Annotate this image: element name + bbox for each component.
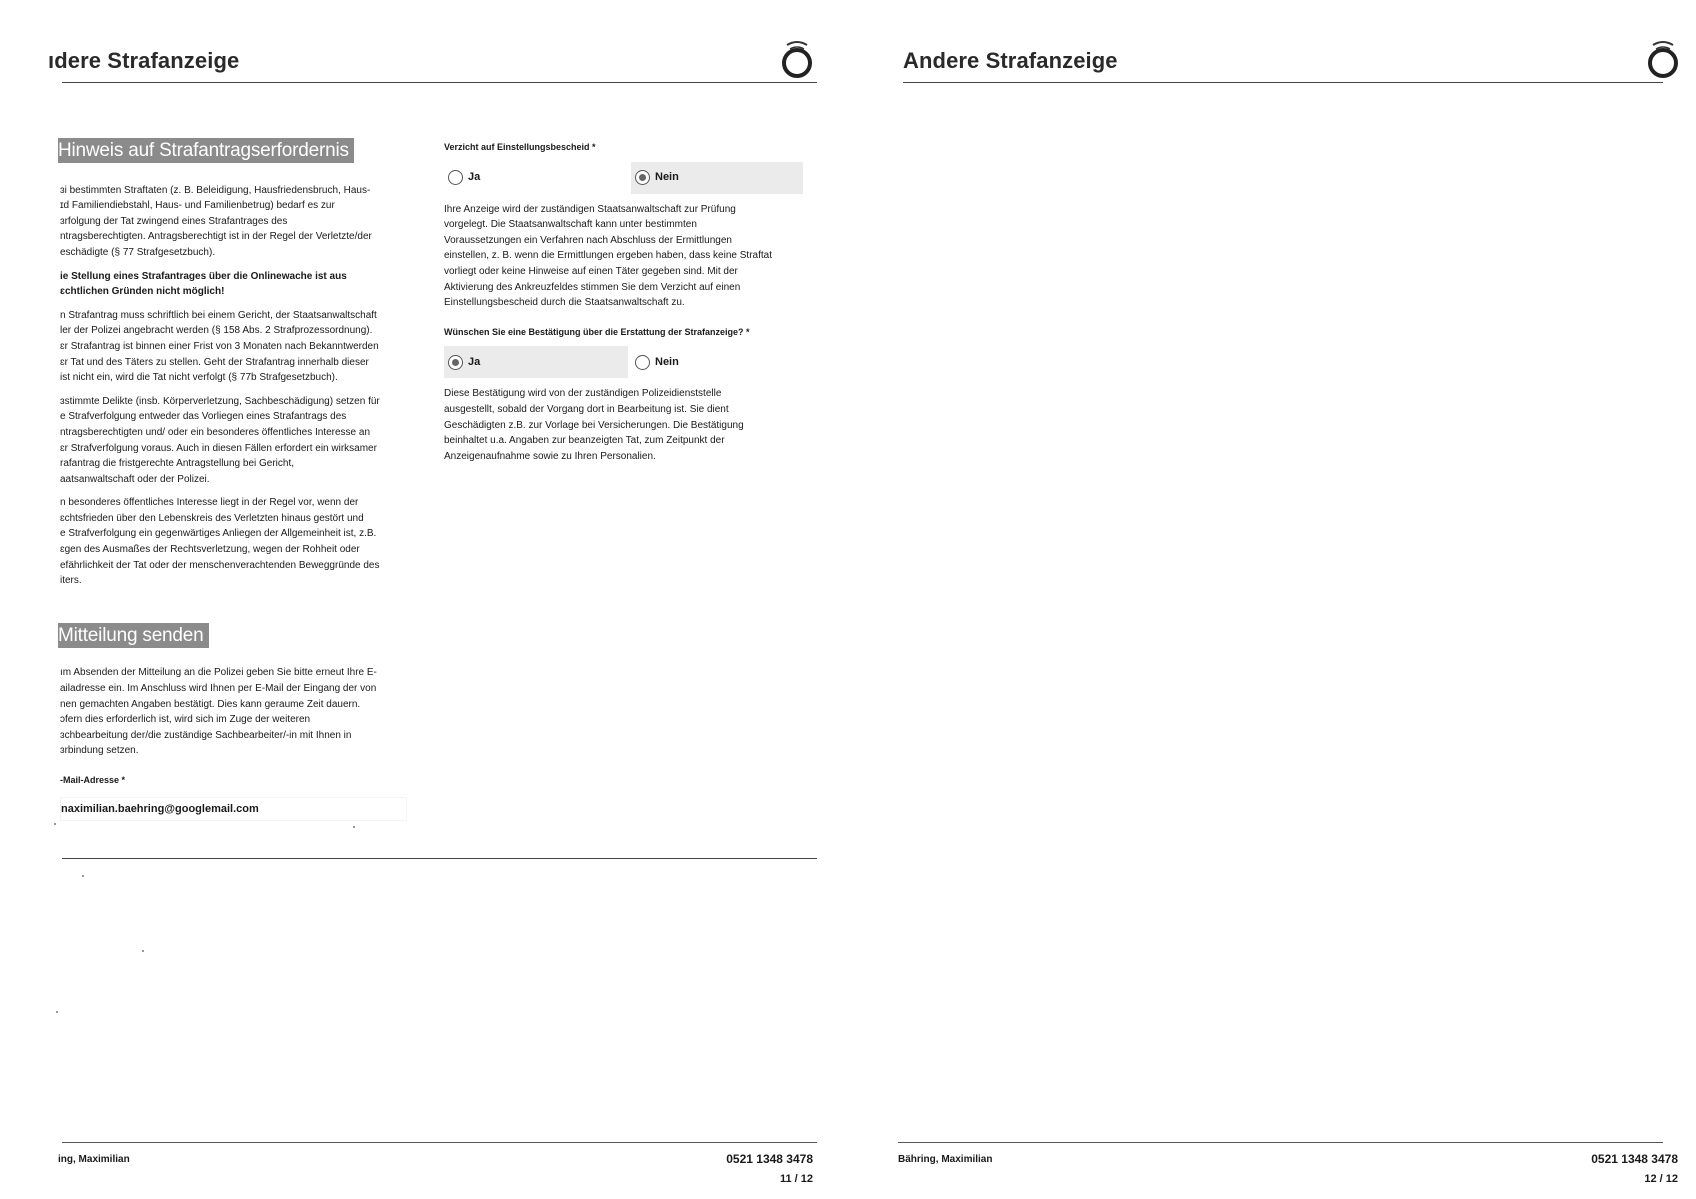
- header-divider: [903, 82, 1663, 83]
- page-header-title: ıdere Strafanzeige: [48, 48, 240, 73]
- text-line: einstellen, z. B. wenn die Ermittlungen ergeben haben, dass keine Straftat: [444, 250, 772, 262]
- verzicht-radio-nein[interactable]: [631, 162, 803, 194]
- radio-label: Ja: [468, 170, 481, 183]
- section-heading-strafantrag: Hinweis auf Strafantragserfordernis: [58, 138, 354, 163]
- scan-speck: [353, 826, 355, 828]
- text-line: ailadresse ein. Im Anschluss wird Ihnen per E-Mail der Eingang der von: [60, 683, 377, 695]
- scan-speck: [82, 875, 84, 877]
- bestaetigung-radio-nein[interactable]: [631, 346, 803, 378]
- text-line: ɛgen des Ausmaßes der Rechtsverletzung, wegen der Rohheit oder: [60, 544, 360, 556]
- verzicht-radio-ja[interactable]: [444, 162, 628, 194]
- text-line: ɜchbearbeitung der/die zuständige Sachbearbeiter/-in mit Ihnen in: [60, 729, 352, 741]
- text-line: ist nicht ein, wird die Tat nicht verfolgt (§ 77b Strafgesetzbuch).: [60, 372, 338, 384]
- text-line: Anzeigenaufnahme sowie zu Ihren Personalien.: [444, 450, 656, 462]
- text-line: beinhaltet u.a. Angaben zur beanzeigten Tat, zum Zeitpunkt der: [444, 435, 725, 447]
- text-line: ɜi bestimmten Straftaten (z. B. Beleidigung, Hausfriedensbruch, Haus-: [60, 184, 371, 196]
- text-line: ɛchtlichen Gründen nicht möglich!: [60, 286, 225, 298]
- footer-name: Bähring, Maximilian: [898, 1154, 993, 1165]
- text-line: vorliegt oder keine Hinweise auf einen Täter gegeben sind. Mit der: [444, 265, 738, 277]
- police-logo-icon: [1644, 36, 1682, 78]
- text-line: Geschädigten z.B. zur Vorlage bei Versicherungen. Die Bestätigung: [444, 419, 744, 431]
- text-line: Voraussetzungen ein Verfahren nach Abschluss der Ermittlungen: [444, 234, 732, 246]
- text-line: ie Stellung eines Strafantrages über die Onlinewache ist aus: [60, 270, 347, 282]
- text-line: ɛr Strafverfolgung voraus. Auch in diesen Fällen erfordert ein wirksamer: [60, 442, 377, 454]
- text-line: e Strafverfolgung ein gegenwärtiges Anliegen der Allgemeinheit ist, z.B.: [60, 528, 377, 540]
- email-label: -Mail-Adresse *: [60, 775, 126, 785]
- paragraph-2: [0, 269, 412, 300]
- footer-phone: 0521 1348 3478: [1591, 1152, 1678, 1166]
- text-line: Diese Bestätigung wird von der zuständigen Polizeidienststelle: [444, 388, 722, 400]
- header-divider: [62, 82, 817, 83]
- text-line: eschädigte (§ 77 Strafgesetzbuch).: [60, 246, 216, 258]
- scan-speck: [54, 823, 56, 825]
- verzicht-radio-group: [444, 162, 804, 194]
- footer-page-number: 12 / 12: [1644, 1173, 1678, 1185]
- text-line: iters.: [60, 575, 82, 587]
- bestaetigung-description: [444, 386, 804, 464]
- text-line: ɜrfolgung der Tat zwingend eines Strafantrages des: [60, 215, 288, 227]
- police-logo-icon: [778, 36, 816, 78]
- text-line: ntragsberechtigten und/ oder ein besonderes öffentliches Interesse an: [60, 426, 371, 438]
- text-line: Aktivierung des Ankreuzfeldes stimmen Sie dem Verzicht auf einen: [444, 281, 741, 293]
- paragraph-5: [0, 495, 412, 589]
- scan-speck: [56, 1011, 58, 1013]
- paragraph-3: [0, 308, 412, 386]
- footer-name: ing, Maximilian: [58, 1154, 130, 1165]
- radio-checked-icon: [635, 170, 650, 185]
- text-line: Ihre Anzeige wird der zuständigen Staatsanwaltschaft zur Prüfung: [444, 203, 736, 215]
- page-12: [848, 0, 1696, 1199]
- text-line: ɜstimmte Delikte (insb. Körperverletzung, Sachbeschädigung) setzen für: [60, 395, 380, 407]
- text-line: vorgelegt. Die Staatsanwaltschaft kann unter bestimmten: [444, 219, 697, 231]
- content-divider: [62, 858, 817, 859]
- text-line: ɪd Familiendiebstahl, Haus- und Familienbetrug) bedarf es zur: [60, 200, 335, 212]
- text-line: n besonderes öffentliches Interesse liegt in der Regel vor, wenn der: [60, 497, 359, 509]
- section-heading-mitteilung: Mitteilung senden: [58, 623, 209, 648]
- text-line: ɛr Tat und des Täters zu stellen. Geht der Strafantrag innerhalb dieser: [60, 356, 369, 368]
- text-line: ɜrbindung setzen.: [60, 745, 139, 757]
- text-line: aatsanwaltschaft oder der Polizei.: [60, 473, 210, 485]
- footer-divider: [62, 1142, 817, 1143]
- text-line: n Strafantrag muss schriftlich bei einem Gericht, der Staatsanwaltschaft: [60, 309, 377, 321]
- bestaetigung-radio-group: [444, 346, 804, 378]
- footer-phone: 0521 1348 3478: [726, 1152, 813, 1166]
- text-line: nen gemachten Angaben bestätigt. Dies kann geraume Zeit dauern.: [60, 698, 361, 710]
- radio-checked-icon: [448, 355, 463, 370]
- email-field[interactable]: naximilian.baehring@googlemail.com: [60, 797, 407, 821]
- paragraph-6: [0, 665, 412, 759]
- bestaetigung-radio-ja[interactable]: [444, 346, 628, 378]
- text-line: ausgestellt, sobald der Vorgang dort in Bearbeitung ist. Sie dient: [444, 403, 729, 415]
- text-line: efährlichkeit der Tat oder der menschenverachtenden Beweggründe des: [60, 559, 380, 571]
- left-column: [0, 138, 412, 821]
- radio-unchecked-icon: [635, 355, 650, 370]
- text-line: e Strafverfolgung entweder das Vorliegen eines Strafantrags des: [60, 411, 347, 423]
- paragraph-1: [0, 183, 412, 261]
- radio-label: Ja: [468, 355, 481, 368]
- verzicht-description: [444, 202, 804, 311]
- text-line: ɔfern dies erforderlich ist, wird sich im Zuge der weiteren: [60, 714, 311, 726]
- radio-label: Nein: [655, 355, 679, 368]
- text-line: ntragsberechtigten. Antragsberechtigt ist in der Regel der Verletzte/der: [60, 231, 372, 243]
- radio-label: Nein: [655, 170, 679, 183]
- paragraph-4: [0, 394, 412, 488]
- footer-page-number: 11 / 12: [779, 1173, 813, 1185]
- radio-unchecked-icon: [448, 170, 463, 185]
- text-line: ɛr Strafantrag ist binnen einer Frist von 3 Monaten nach Bekanntwerden: [60, 340, 379, 352]
- scan-speck: [142, 950, 144, 952]
- verzicht-label: Verzicht auf Einstellungsbescheid *: [444, 142, 596, 152]
- bestaetigung-label: Wünschen Sie eine Bestätigung über die Erstattung der Strafanzeige? *: [444, 326, 750, 337]
- text-line: rafantrag die fristgerechte Antragstellung bei Gericht,: [60, 458, 295, 470]
- text-line: ım Absenden der Mitteilung an die Polizei geben Sie bitte erneut Ihre E-: [60, 667, 377, 679]
- right-column: [444, 140, 804, 472]
- footer-divider: [898, 1142, 1663, 1143]
- text-line: ler der Polizei angebracht werden (§ 158 Abs. 2 Strafprozessordnung).: [60, 325, 373, 337]
- page-header-title: Andere Strafanzeige: [903, 48, 1118, 73]
- text-line: Einstellungsbescheid durch die Staatsanwaltschaft zu.: [444, 297, 685, 309]
- text-line: ɛchtsfrieden über den Lebenskreis des Verletzten hinaus gestört und: [60, 512, 364, 524]
